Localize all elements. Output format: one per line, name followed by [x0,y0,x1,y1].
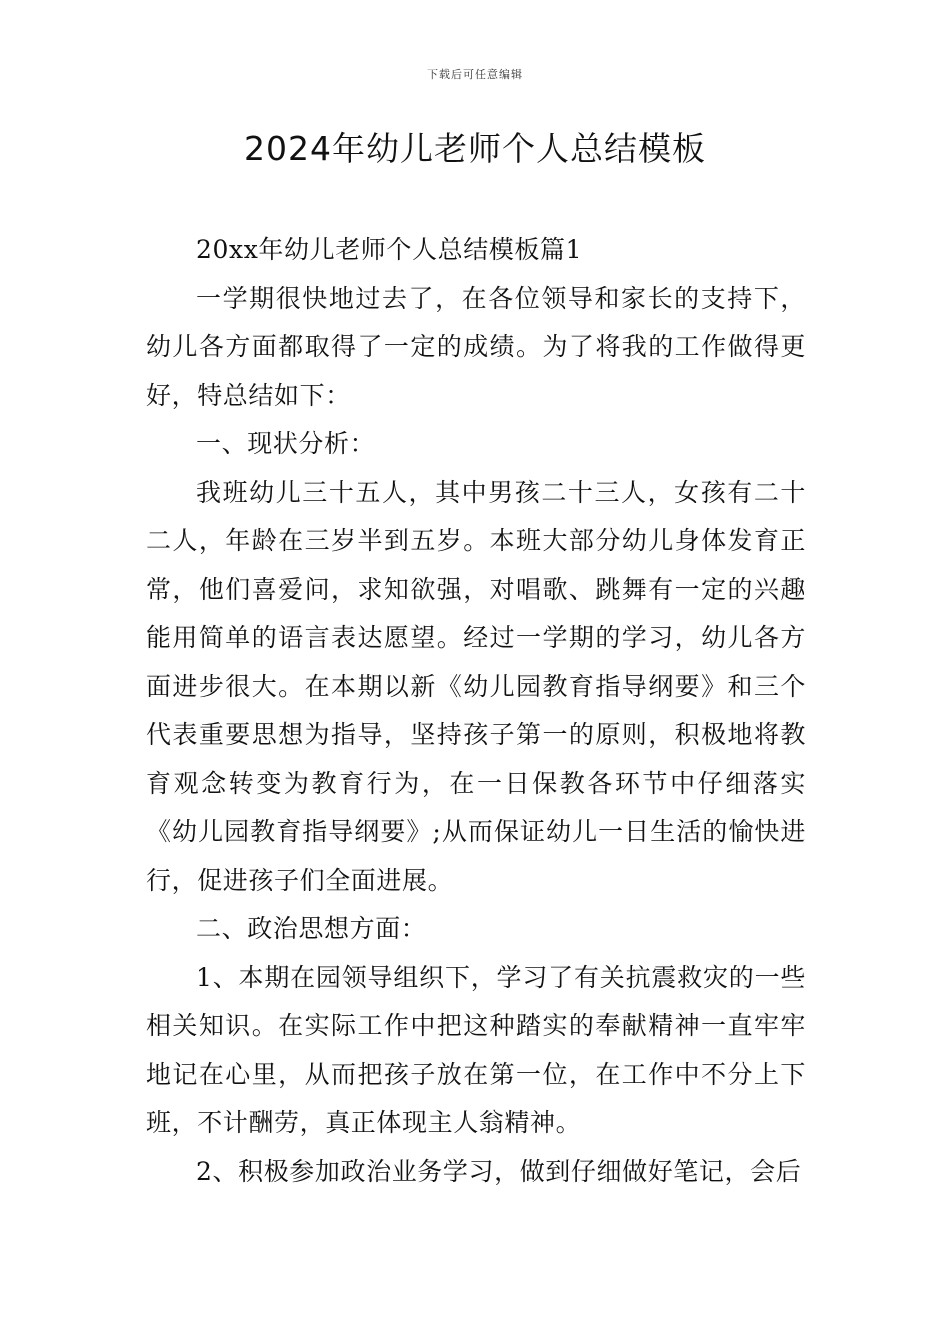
paragraph: 2、积极参加政治业务学习，做到仔细做好笔记，会后 [196,1156,802,1186]
section-heading: 一、现状分析： [196,429,376,458]
header-note: 下载后可任意编辑 [427,68,523,81]
section-heading: 二、政治思想方面： [196,914,427,943]
document-body [146,226,806,1196]
paragraph: 一学期很快地过去了，在各位领导和家长的支持下，幼儿各方面都取得了一定的成绩。为了将我的工作做得更好，特总结如下： [146,283,806,410]
paragraph: 我班幼儿三十五人，其中男孩二十三人，女孩有二十二人，年龄在三岁半到五岁。本班大部分幼儿身体发育正常，他们喜爱问，求知欲强，对唱歌、跳舞有一定的兴趣能用简单的语言表达愿望。经过一学期的学习，幼儿各方面进步很大。在本期以新《幼儿园教育指导纲要》和三个代表重要思想为指导，坚持孩子第一的原则，积极地将教育观念转变为教育行为，在一日保教各环节中仔细落实《幼儿园教育指导纲要》;从而保证幼儿一日生活的愉快进行，促进孩子们全面进展。 [146,477,806,895]
section-heading: 20xx年幼儿老师个人总结模板篇1 [196,235,583,264]
paragraph: 1、本期在园领导组织下，学习了有关抗震救灾的一些相关知识。在实际工作中把这种踏实的奉献精神一直牢牢地记在心里，从而把孩子放在第一位，在工作中不分上下班，不计酬劳，真正体现主人翁精神。 [146,962,806,1137]
document-title: 2024年幼儿老师个人总结模板 [244,129,706,168]
